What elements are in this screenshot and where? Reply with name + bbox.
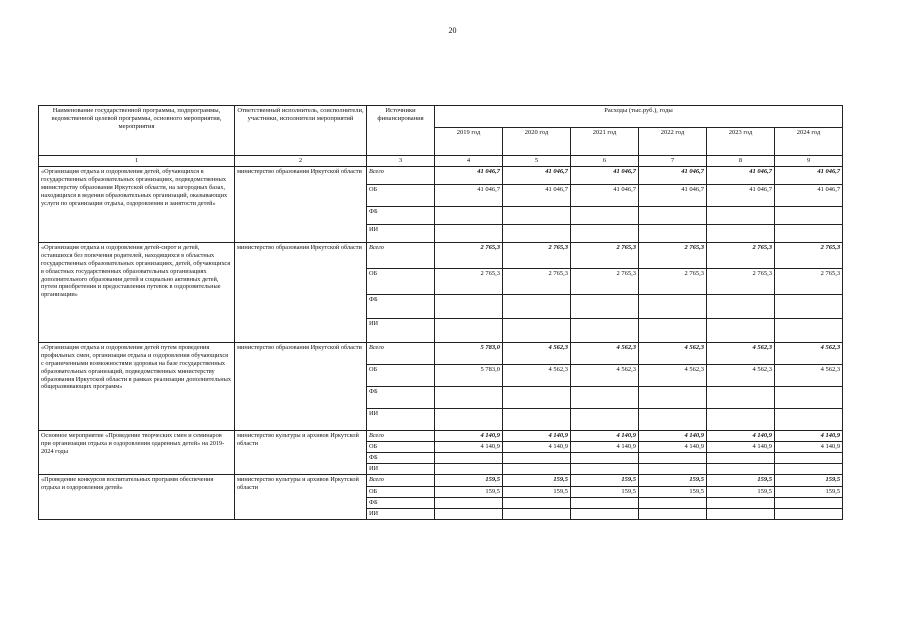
ob-value: 41 046,7 [503,185,571,207]
column-number: 5 [503,156,571,167]
program-name: Основное мероприятие «Проведение творческих смен и семинаров при организации отдыха и оздоровления одаренных детей» на 2019-2024 годы [39,431,235,475]
ob-value: 159,5 [571,486,639,497]
source-label: ИИ [367,464,435,475]
total-value: 41 046,7 [775,167,843,185]
total-value: 159,5 [775,475,843,486]
total-value: 159,5 [571,475,639,486]
header-executor: Ответственный исполнитель, соисполнители, участники, исполнители мероприятий [235,106,367,156]
ob-value: 2 765,3 [503,269,571,295]
source-label: ИИ [367,409,435,431]
total-value: 2 765,3 [571,243,639,269]
source-label: ФБ [367,295,435,319]
header-year: 2023 год [707,128,775,156]
ob-value: 2 765,3 [639,269,707,295]
total-value: 159,5 [435,475,503,486]
total-value: 4 562,3 [707,343,775,365]
total-value: 4 140,9 [435,431,503,442]
total-value: 4 562,3 [503,343,571,365]
source-label: ФБ [367,497,435,508]
program-name: «Проведение конкурсов воспитательных программ обеспечения отдыха и оздоровления детей» [39,475,235,519]
column-number: 7 [639,156,707,167]
source-label: ИИ [367,225,435,243]
executor-name: министерство культуры и архивов Иркутской области [235,475,367,519]
ob-value: 4 562,3 [503,365,571,387]
ob-value: 41 046,7 [571,185,639,207]
column-number: 3 [367,156,435,167]
source-label: ИИ [367,319,435,343]
program-name: «Организация отдыха и оздоровления детей путем проведения профильных смен, организация отдыха и оздоровления обучающихся с ограниченными возможностями здоровья на базе государственных образовательных организаций, подведомственных министерству образования Иркутской области в рамках реализации дополнительных общеразвивающих программ» [39,343,235,431]
ob-value: 2 765,3 [707,269,775,295]
total-value: 41 046,7 [639,167,707,185]
ob-value: 159,5 [435,486,503,497]
header-expenses: Расходы (тыс.руб.), годы [435,106,843,128]
source-label: Всего [367,167,435,185]
total-value: 159,5 [639,475,707,486]
total-value: 2 765,3 [775,243,843,269]
header-year: 2019 год [435,128,503,156]
ob-value: 4 562,3 [639,365,707,387]
ob-value: 4 140,9 [707,442,775,453]
source-label: ОБ [367,486,435,497]
source-label: ОБ [367,442,435,453]
total-value: 159,5 [707,475,775,486]
source-label: ОБ [367,269,435,295]
total-value: 159,5 [503,475,571,486]
total-value: 41 046,7 [707,167,775,185]
ob-value: 159,5 [775,486,843,497]
header-year: 2022 год [639,128,707,156]
ob-value: 2 765,3 [435,269,503,295]
budget-table [38,105,843,520]
total-value: 4 140,9 [639,431,707,442]
ob-value: 4 140,9 [503,442,571,453]
ob-value: 41 046,7 [775,185,843,207]
ob-value: 4 140,9 [435,442,503,453]
total-value: 2 765,3 [707,243,775,269]
total-value: 2 765,3 [639,243,707,269]
executor-name: министерство образования Иркутской области [235,167,367,243]
total-value: 4 140,9 [503,431,571,442]
ob-value: 41 046,7 [435,185,503,207]
program-name: «Организация отдыха и оздоровления детей, обучающихся в государственных образовательных организациях, подведомственных министерству образования Иркутской области, на загородных базах, находящихся в ведении образовательных организаций, оказывающих услуги по организации отдыха, оздоровления и занятости детей» [39,167,235,243]
ob-value: 4 140,9 [571,442,639,453]
column-number: 2 [235,156,367,167]
ob-value: 4 562,3 [571,365,639,387]
executor-name: министерство образования Иркутской области [235,243,367,343]
source-label: ФБ [367,387,435,409]
total-value: 2 765,3 [435,243,503,269]
total-value: 4 562,3 [571,343,639,365]
source-label: ФБ [367,453,435,464]
executor-name: министерство образования Иркутской области [235,343,367,431]
header-year: 2020 год [503,128,571,156]
total-value: 41 046,7 [571,167,639,185]
source-label: Всего [367,475,435,486]
source-label: ИИ [367,508,435,519]
column-number: 9 [775,156,843,167]
executor-name: министерство культуры и архивов Иркутской области [235,431,367,475]
total-value: 41 046,7 [503,167,571,185]
source-label: ФБ [367,207,435,225]
source-label: Всего [367,431,435,442]
table-row [39,167,843,185]
page-number: 20 [448,26,457,35]
column-number: 1 [39,156,235,167]
ob-value: 159,5 [707,486,775,497]
source-label: ОБ [367,365,435,387]
program-name: «Организация отдыха и оздоровления детей-сирот и детей, оставшихся без попечения родителей, находящихся в областных государственных образовательных организациях, детей, обучающихся в областных государственных образовательных организациях дополнительного образования детей и социально активных детей, путем приобретения и предоставления путевок в оздоровительные организации» [39,243,235,343]
total-value: 5 783,0 [435,343,503,365]
header-program: Наименование государственной программы, подпрограммы, ведомственной целевой программы, основного мероприятия, мероприятия [39,106,235,156]
header-year: 2024 год [775,128,843,156]
header-source: Источники финансирования [367,106,435,156]
column-number: 4 [435,156,503,167]
ob-value: 4 562,3 [707,365,775,387]
total-value: 4 562,3 [639,343,707,365]
total-value: 4 562,3 [775,343,843,365]
ob-value: 4 140,9 [775,442,843,453]
total-value: 4 140,9 [571,431,639,442]
ob-value: 41 046,7 [707,185,775,207]
ob-value: 2 765,3 [775,269,843,295]
column-number: 8 [707,156,775,167]
ob-value: 5 783,0 [435,365,503,387]
total-value: 4 140,9 [775,431,843,442]
table-row [39,243,843,269]
total-value: 4 140,9 [707,431,775,442]
header-year: 2021 год [571,128,639,156]
table-row [39,431,843,442]
ob-value: 2 765,3 [571,269,639,295]
table-row [39,475,843,486]
table-row [39,343,843,365]
source-label: Всего [367,343,435,365]
total-value: 41 046,7 [435,167,503,185]
source-label: Всего [367,243,435,269]
total-value: 2 765,3 [503,243,571,269]
ob-value: 41 046,7 [639,185,707,207]
ob-value: 159,5 [639,486,707,497]
ob-value: 159,5 [503,486,571,497]
column-number: 6 [571,156,639,167]
ob-value: 4 562,3 [775,365,843,387]
ob-value: 4 140,9 [639,442,707,453]
source-label: ОБ [367,185,435,207]
